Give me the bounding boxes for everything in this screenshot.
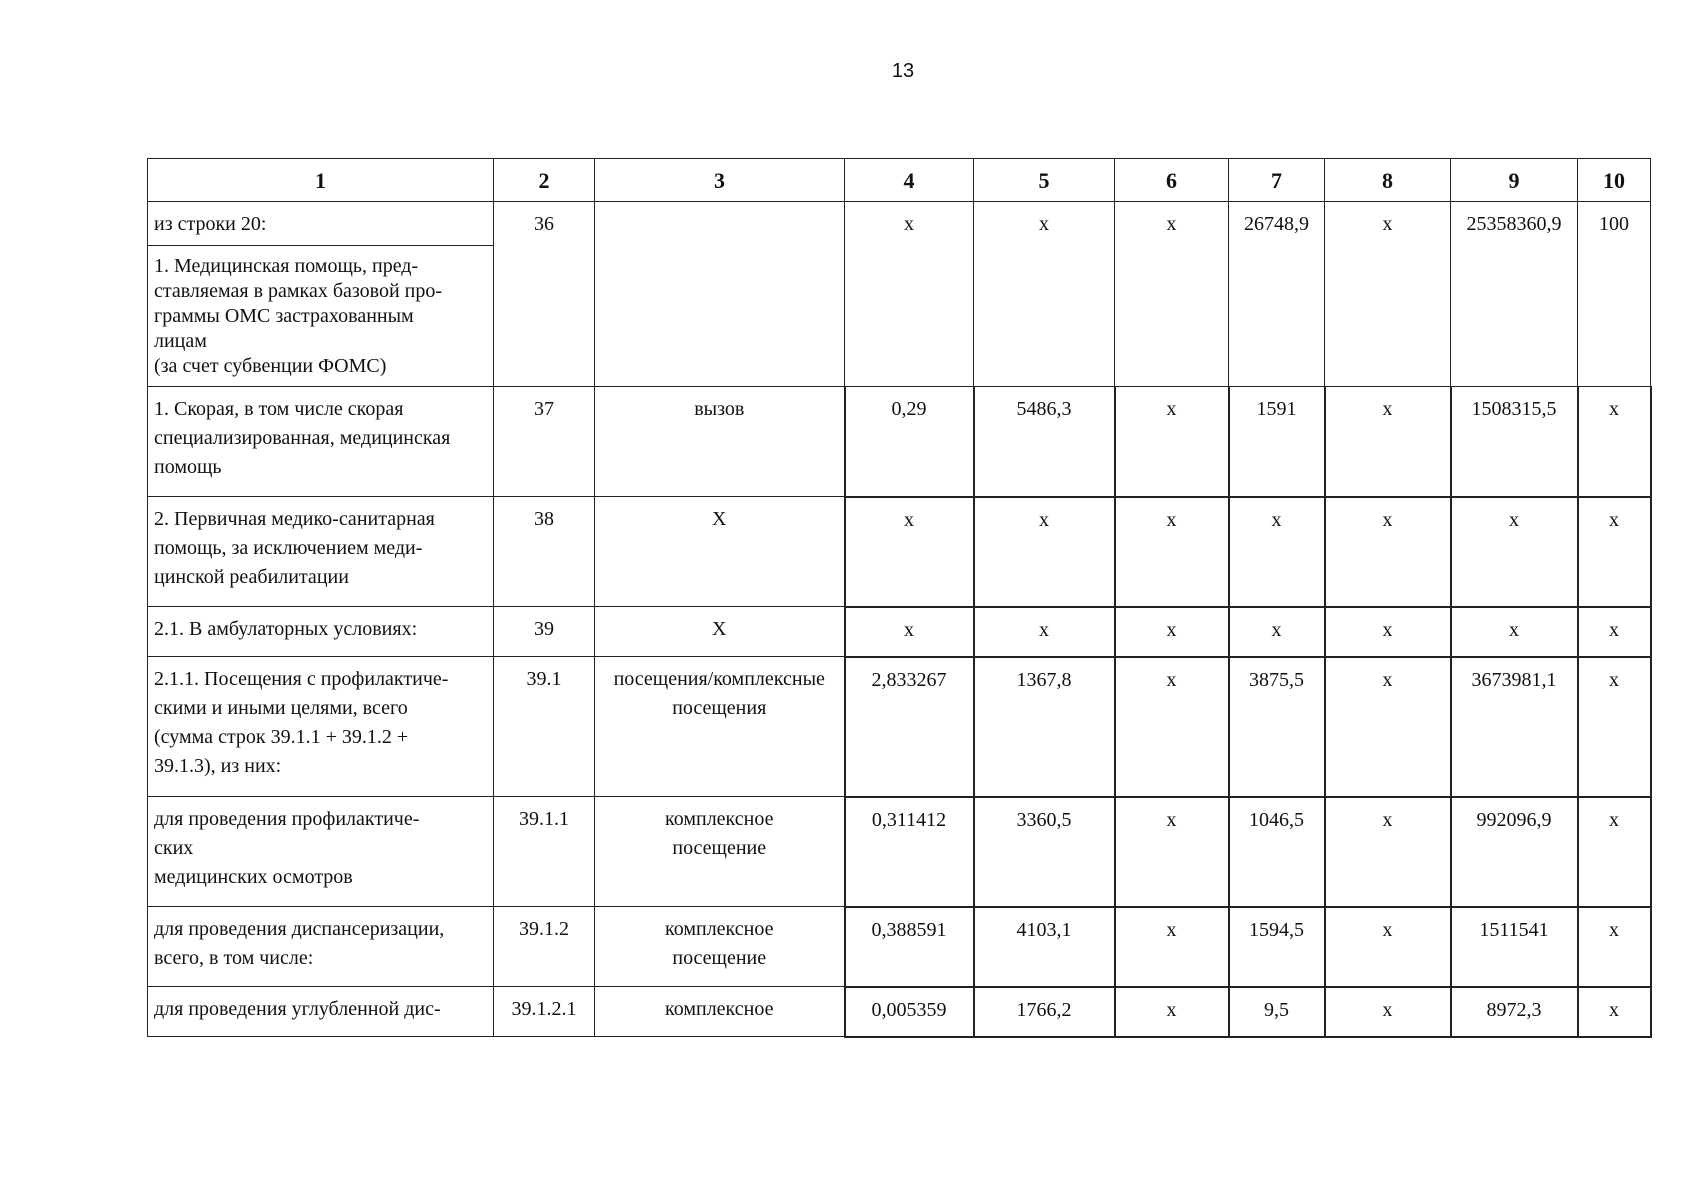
- row-c4: 0,311412: [845, 797, 974, 907]
- table-row: [148, 202, 1651, 246]
- col-header-2: 2: [494, 159, 595, 202]
- row-unit: комплексное посещение: [595, 797, 845, 907]
- page-number: 13: [891, 60, 915, 82]
- row-c5: 3360,5: [974, 797, 1115, 907]
- row-unit: комплексное посещение: [595, 907, 845, 987]
- row-c10: х: [1578, 387, 1651, 497]
- row-subname: 1. Медицинская помощь, пред- ставляемая в рамках базовой про- граммы ОМС застрахованным лицам (за счет субвенции ФОМС): [148, 246, 494, 387]
- row-code: 38: [494, 497, 595, 607]
- row-c7: 1046,5: [1229, 797, 1325, 907]
- row-name: 2. Первичная медико-санитарная помощь, за исключением меди- цинской реабилитации: [148, 497, 494, 607]
- row-c4: 0,388591: [845, 907, 974, 987]
- row-c6: х: [1115, 607, 1229, 657]
- col-header-9: 9: [1451, 159, 1578, 202]
- row-c8: х: [1325, 607, 1451, 657]
- table-row: [148, 657, 1651, 797]
- row-c8: х: [1325, 987, 1451, 1037]
- row-unit: [595, 202, 845, 387]
- row-code: 39.1.2: [494, 907, 595, 987]
- row-code: 39.1: [494, 657, 595, 797]
- row-c7: 1591: [1229, 387, 1325, 497]
- row-c7: 26748,9: [1229, 202, 1325, 387]
- row-c9: 1508315,5: [1451, 387, 1578, 497]
- row-name: 2.1. В амбулаторных условиях:: [148, 607, 494, 657]
- row-c9: х: [1451, 607, 1578, 657]
- row-c4: х: [845, 497, 974, 607]
- row-name: для проведения диспансеризации, всего, в том числе:: [148, 907, 494, 987]
- row-c8: х: [1325, 657, 1451, 797]
- col-header-6: 6: [1115, 159, 1229, 202]
- row-code: 36: [494, 202, 595, 387]
- row-c6: х: [1115, 797, 1229, 907]
- row-code: 37: [494, 387, 595, 497]
- row-c10: х: [1578, 497, 1651, 607]
- col-header-8: 8: [1325, 159, 1451, 202]
- table-row: [148, 987, 1651, 1037]
- row-code: 39.1.2.1: [494, 987, 595, 1037]
- row-c6: х: [1115, 657, 1229, 797]
- row-c5: 5486,3: [974, 387, 1115, 497]
- row-name: из строки 20:: [148, 202, 494, 246]
- table-row: [148, 607, 1651, 657]
- col-header-10: 10: [1578, 159, 1651, 202]
- row-c10: 100: [1578, 202, 1651, 387]
- row-c5: 1766,2: [974, 987, 1115, 1037]
- row-unit: Х: [595, 607, 845, 657]
- row-c4: 0,29: [845, 387, 974, 497]
- row-code: 39.1.1: [494, 797, 595, 907]
- row-c8: х: [1325, 202, 1451, 387]
- row-c8: х: [1325, 907, 1451, 987]
- col-header-3: 3: [595, 159, 845, 202]
- row-c5: 1367,8: [974, 657, 1115, 797]
- row-name: 2.1.1. Посещения с профилактиче- скими и иными целями, всего (сумма строк 39.1.1 + 39.1.2 + 39.1.3), из них:: [148, 657, 494, 797]
- table-row: [148, 797, 1651, 907]
- row-c9: х: [1451, 497, 1578, 607]
- row-c9: 992096,9: [1451, 797, 1578, 907]
- row-c8: х: [1325, 497, 1451, 607]
- row-c4: 2,833267: [845, 657, 974, 797]
- row-c5: х: [974, 202, 1115, 387]
- row-unit: посещения/комплексные посещения: [595, 657, 845, 797]
- row-c10: х: [1578, 797, 1651, 907]
- row-c10: х: [1578, 607, 1651, 657]
- row-c7: 1594,5: [1229, 907, 1325, 987]
- col-header-7: 7: [1229, 159, 1325, 202]
- row-c6: х: [1115, 497, 1229, 607]
- row-c10: х: [1578, 907, 1651, 987]
- row-unit: комплексное: [595, 987, 845, 1037]
- header-row: [148, 159, 1651, 202]
- row-c9: 8972,3: [1451, 987, 1578, 1037]
- row-c6: х: [1115, 202, 1229, 387]
- row-name: для проведения углубленной дис-: [148, 987, 494, 1037]
- row-c4: 0,005359: [845, 987, 974, 1037]
- row-c9: 3673981,1: [1451, 657, 1578, 797]
- row-c7: 3875,5: [1229, 657, 1325, 797]
- row-code: 39: [494, 607, 595, 657]
- row-c5: х: [974, 607, 1115, 657]
- row-c10: х: [1578, 987, 1651, 1037]
- row-c6: х: [1115, 387, 1229, 497]
- row-c4: х: [845, 202, 974, 387]
- row-c10: х: [1578, 657, 1651, 797]
- row-c5: х: [974, 497, 1115, 607]
- row-name: 1. Скорая, в том числе скорая специализированная, медицинская помощь: [148, 387, 494, 497]
- table-row: [148, 497, 1651, 607]
- row-unit: Х: [595, 497, 845, 607]
- col-header-1: 1: [148, 159, 494, 202]
- row-c8: х: [1325, 387, 1451, 497]
- col-header-5: 5: [974, 159, 1115, 202]
- budget-table: [147, 158, 1652, 1038]
- row-c5: 4103,1: [974, 907, 1115, 987]
- table-row: [148, 907, 1651, 987]
- row-name: для проведения профилактиче- ских медицинских осмотров: [148, 797, 494, 907]
- row-c7: х: [1229, 607, 1325, 657]
- row-c7: 9,5: [1229, 987, 1325, 1037]
- row-c8: х: [1325, 797, 1451, 907]
- row-c6: х: [1115, 907, 1229, 987]
- col-header-4: 4: [845, 159, 974, 202]
- row-c9: 1511541: [1451, 907, 1578, 987]
- table-row: [148, 387, 1651, 497]
- row-c4: х: [845, 607, 974, 657]
- row-unit: вызов: [595, 387, 845, 497]
- row-c7: х: [1229, 497, 1325, 607]
- row-c9: 25358360,9: [1451, 202, 1578, 387]
- row-c6: х: [1115, 987, 1229, 1037]
